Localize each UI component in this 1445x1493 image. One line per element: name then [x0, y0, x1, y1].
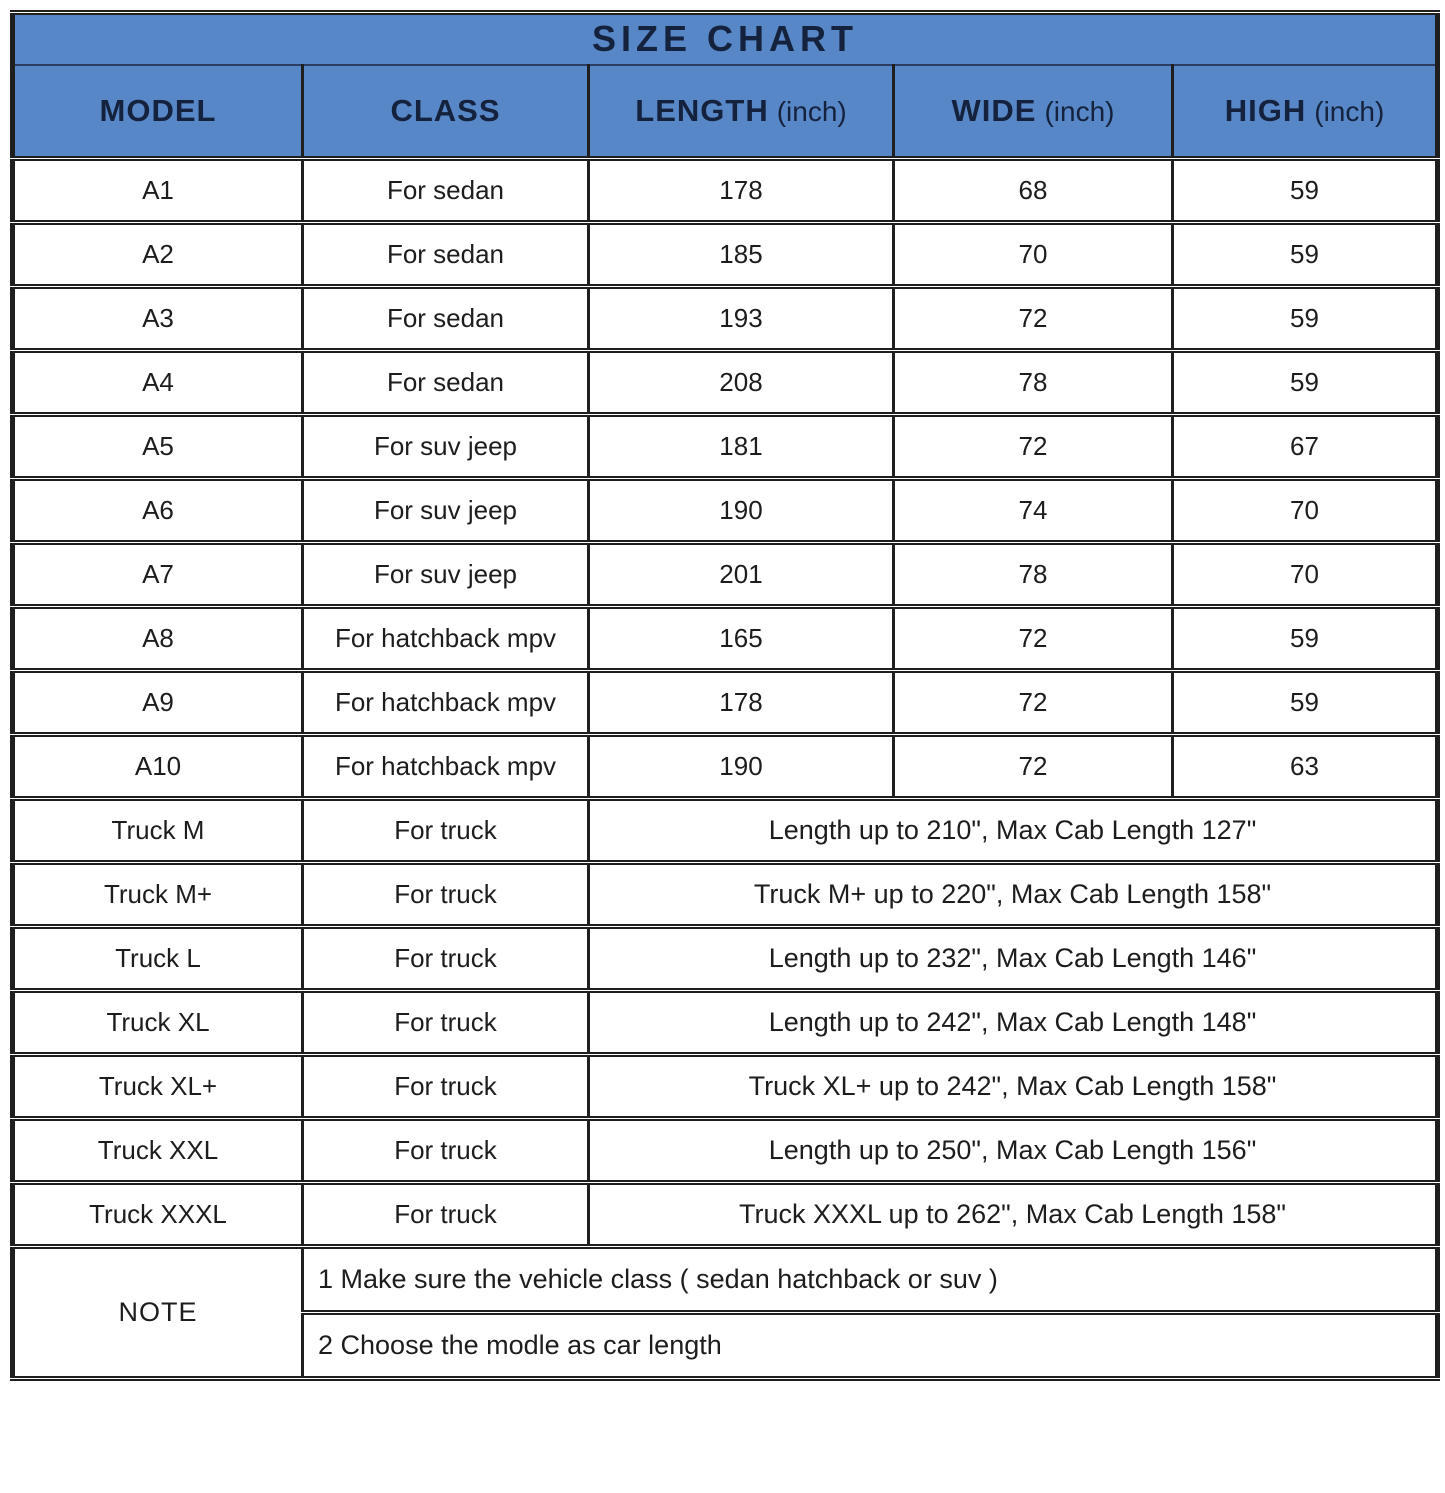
table-row [13, 543, 1438, 607]
cell-model: Truck M+ [13, 863, 303, 927]
cell-wide: 74 [894, 479, 1173, 543]
cell-class: For hatchback mpv [303, 607, 589, 671]
column-header-length [589, 65, 894, 159]
title-row [13, 13, 1438, 65]
cell-model: A3 [13, 287, 303, 351]
column-header-model-label: MODEL [99, 92, 217, 128]
cell-wide: 70 [894, 223, 1173, 287]
cell-high: 63 [1173, 735, 1438, 799]
cell-class: For truck [303, 1119, 589, 1183]
cell-length: 201 [589, 543, 894, 607]
cell-class: For truck [303, 799, 589, 863]
cell-class: For suv jeep [303, 415, 589, 479]
cell-model: Truck XXL [13, 1119, 303, 1183]
column-header-class-label: CLASS [390, 92, 501, 128]
cell-class: For truck [303, 1055, 589, 1119]
cell-model: Truck XL [13, 991, 303, 1055]
cell-model: Truck M [13, 799, 303, 863]
cell-class: For suv jeep [303, 479, 589, 543]
cell-class: For hatchback mpv [303, 735, 589, 799]
cell-high: 59 [1173, 607, 1438, 671]
table-row [13, 607, 1438, 671]
cell-truck-spec: Length up to 242", Max Cab Length 148" [589, 991, 1438, 1055]
column-header-length-unit: (inch) [776, 95, 847, 127]
cell-model: Truck L [13, 927, 303, 991]
note-line-1: 1 Make sure the vehicle class ( sedan hatchback or suv ) [303, 1247, 1438, 1313]
cell-class: For truck [303, 927, 589, 991]
cell-wide: 72 [894, 735, 1173, 799]
cell-length: 190 [589, 735, 894, 799]
column-header-wide-unit: (inch) [1044, 95, 1115, 127]
cell-length: 208 [589, 351, 894, 415]
cell-high: 59 [1173, 159, 1438, 223]
cell-truck-spec: Truck XXXL up to 262", Max Cab Length 158" [589, 1183, 1438, 1247]
page-title: SIZE CHART [13, 13, 1438, 65]
table-row [13, 863, 1438, 927]
cell-class: For sedan [303, 223, 589, 287]
cell-truck-spec: Truck XL+ up to 242", Max Cab Length 158" [589, 1055, 1438, 1119]
cell-model: A4 [13, 351, 303, 415]
table-row [13, 1183, 1438, 1247]
cell-wide: 72 [894, 287, 1173, 351]
cell-length: 185 [589, 223, 894, 287]
cell-wide: 78 [894, 351, 1173, 415]
cell-length: 193 [589, 287, 894, 351]
table-row [13, 287, 1438, 351]
cell-class: For sedan [303, 351, 589, 415]
table-row [13, 1055, 1438, 1119]
cell-class: For truck [303, 991, 589, 1055]
table-row [13, 1119, 1438, 1183]
column-header-length-label: LENGTH [635, 92, 769, 128]
cell-class: For truck [303, 863, 589, 927]
cell-length: 178 [589, 671, 894, 735]
cell-model: A2 [13, 223, 303, 287]
cell-model: A10 [13, 735, 303, 799]
column-header-wide-label: WIDE [951, 92, 1037, 128]
column-header-wide [894, 65, 1173, 159]
size-chart-table [10, 10, 1440, 1381]
cell-truck-spec: Length up to 232", Max Cab Length 146" [589, 927, 1438, 991]
column-header-high-label: HIGH [1224, 92, 1307, 128]
cell-model: A9 [13, 671, 303, 735]
cell-truck-spec: Length up to 250", Max Cab Length 156" [589, 1119, 1438, 1183]
table-row [13, 351, 1438, 415]
table-row [13, 991, 1438, 1055]
cell-high: 59 [1173, 287, 1438, 351]
cell-high: 59 [1173, 671, 1438, 735]
cell-model: Truck XL+ [13, 1055, 303, 1119]
table-row [13, 799, 1438, 863]
table-row [13, 415, 1438, 479]
table-row [13, 927, 1438, 991]
cell-truck-spec: Length up to 210", Max Cab Length 127" [589, 799, 1438, 863]
cell-high: 70 [1173, 543, 1438, 607]
cell-length: 165 [589, 607, 894, 671]
cell-wide: 68 [894, 159, 1173, 223]
note-row [13, 1247, 1438, 1313]
cell-class: For truck [303, 1183, 589, 1247]
table-row [13, 735, 1438, 799]
table-row [13, 223, 1438, 287]
cell-truck-spec: Truck M+ up to 220", Max Cab Length 158" [589, 863, 1438, 927]
column-header-row [13, 65, 1438, 159]
cell-class: For suv jeep [303, 543, 589, 607]
cell-class: For sedan [303, 159, 589, 223]
cell-high: 59 [1173, 351, 1438, 415]
cell-model: A7 [13, 543, 303, 607]
column-header-high-unit: (inch) [1314, 95, 1385, 127]
cell-high: 70 [1173, 479, 1438, 543]
cell-model: A8 [13, 607, 303, 671]
table-row [13, 479, 1438, 543]
note-label: NOTE [13, 1247, 303, 1379]
cell-wide: 72 [894, 671, 1173, 735]
cell-high: 67 [1173, 415, 1438, 479]
note-line-2: 2 Choose the modle as car length [303, 1313, 1438, 1379]
cell-model: Truck XXXL [13, 1183, 303, 1247]
cell-wide: 78 [894, 543, 1173, 607]
cell-length: 190 [589, 479, 894, 543]
cell-class: For hatchback mpv [303, 671, 589, 735]
cell-high: 59 [1173, 223, 1438, 287]
table-row [13, 159, 1438, 223]
cell-length: 181 [589, 415, 894, 479]
cell-model: A6 [13, 479, 303, 543]
cell-class: For sedan [303, 287, 589, 351]
cell-wide: 72 [894, 415, 1173, 479]
cell-wide: 72 [894, 607, 1173, 671]
cell-model: A1 [13, 159, 303, 223]
column-header-high [1173, 65, 1438, 159]
column-header-class [303, 65, 589, 159]
cell-model: A5 [13, 415, 303, 479]
table-row [13, 671, 1438, 735]
column-header-model [13, 65, 303, 159]
cell-length: 178 [589, 159, 894, 223]
